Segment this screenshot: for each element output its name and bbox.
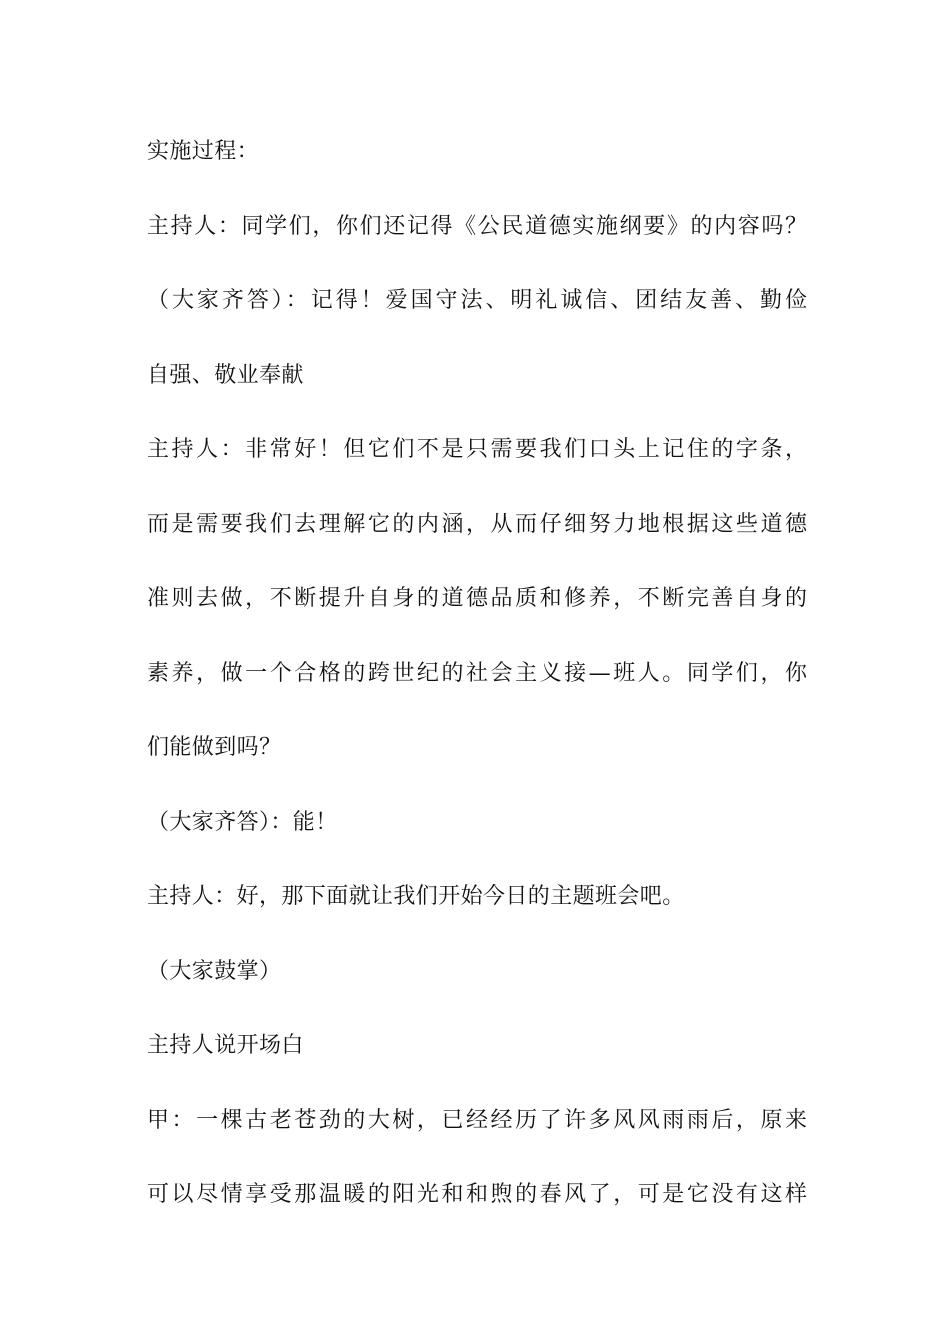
text-line: 可以尽情享受那温暖的阳光和和煦的春风了，可是它没有这样 [147, 1182, 807, 1207]
document-body [147, 132, 807, 1250]
text-line: 们能做到吗？ [147, 735, 282, 760]
text-line: （大家齐答）：能！ [147, 809, 338, 835]
text-line: 主持人：好，那下面就让我们开始今日的主题班会吧。 [147, 884, 685, 909]
text-line: 素养，做一个合格的跨世纪的社会主义接—班人。同学们，你 [147, 660, 807, 686]
text-line: 而是需要我们去理解它的内涵，从而仔细努力地根据这些道德 [147, 511, 807, 537]
text-line: 主持人：非常好！但它们不是只需要我们口头上记住的字条， [147, 437, 807, 462]
text-line: 准则去做，不断提升自身的道德品质和修养，不断完善自身的 [147, 586, 807, 611]
text-line: （大家齐答）：记得！爱国守法、明礼诚信、团结友善、勤俭 [147, 288, 807, 313]
text-line: 实施过程： [147, 139, 260, 164]
text-line: 主持人：同学们，你们还记得《公民道德实施纲要》的内容吗？ [147, 213, 807, 239]
text-line: 甲：一棵古老苍劲的大树，已经经历了许多风风雨雨后，原来 [147, 1107, 807, 1133]
text-line: （大家鼓掌） [147, 958, 282, 984]
text-line: 自强、敬业奉献 [147, 362, 304, 388]
text-line: 主持人说开场白 [147, 1033, 304, 1058]
